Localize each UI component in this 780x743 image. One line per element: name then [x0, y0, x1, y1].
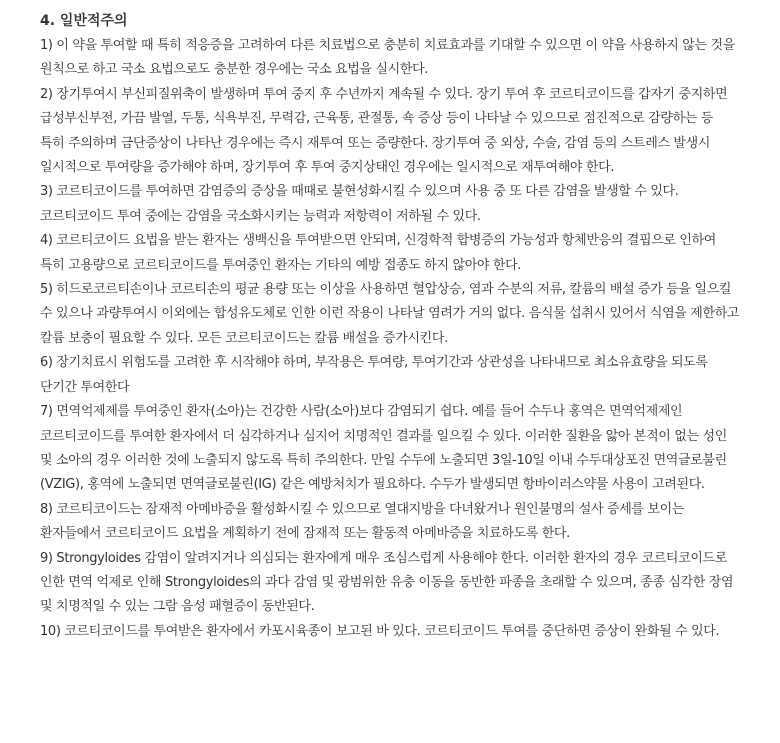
precaution-item-1: 1) 이 약을 투여할 때 특히 적응증을 고려하여 다른 치료법으로 충분히 치료효과를 기대할 수 있으면 이 약을 사용하지 않는 것을 원칙으로 하고 국소 요법으로도 충분한 경우에는 국소 요법을 실시한다. — [40, 38, 735, 78]
precaution-item-10: 10) 코르티코이드를 투여받은 환자에서 카포시육종이 보고된 바 있다. 코르티코이드 투여를 중단하면 증상이 완화될 수 있다. — [40, 623, 720, 639]
precaution-item-8: 8) 코르티코이드는 잠재적 아메바증을 활성화시킬 수 있으므로 열대지방을 다녀왔거나 원인불명의 설사 증세를 보이는 환자들에서 코르티코이드 요법을 계획하기 전에 잠재적 또는 활동적 아메바증을 치료하도록 한다. — [40, 501, 685, 542]
precaution-item-6: 6) 장기치료시 위험도를 고려한 후 시작해야 하며, 부작용은 투여량, 투여기간과 상관성을 나타내므로 최소유효량을 되도록 단기간 투여한다 — [40, 355, 708, 395]
precaution-item-2: 2) 장기투여시 부신피질위축이 발생하며 투여 중지 후 수년까지 계속될 수 있다. 장기 투여 후 코르티코이드를 갑자기 중지하면 급성부신부전, 가끔 발열, 두통, 식욕부진, 무력감, 근육통, 관절통, 쇽 증상 등이 나타날 수 있으므로 점진적으로 감량하는 등 특히 주의하며 금단증상이 나타난 경우에는 즉시 재투여 또는 증량한다. 장기투여 중 외상, 수술, 감염 등의 스트레스 발생시 일시적으로 투여량을 증가해야 하며, 장기투여 후 투여 중지상태인 경우에는 일시적으로 재투여해야 한다. — [40, 86, 728, 176]
precaution-item-4: 4) 코르티코이드 요법을 받는 환자는 생백신을 투여받으면 안되며, 신경학적 합병증의 가능성과 항체반응의 결핍으로 인하여 특히 고용량으로 코르티코이드를 투여중인 환자는 기타의 예방 접종도 하지 않아야 한다. — [40, 233, 716, 273]
precaution-item-9: 9) Strongyloides 감염이 알려지거나 의심되는 환자에게 매우 조심스럽게 사용해야 한다. 이러한 환자의 경우 코르티코이드로 인한 면역 억제로 인해 Strongyloides의 과다 감염 및 광범위한 유충 이동을 동반한 파종을 초래할 수 있으며, 종종 심각한 장염 및 치명적일 수 있는 그람 음성 패혈증이 동반된다. — [40, 550, 734, 615]
section-title: 4. 일반적주의 — [40, 13, 128, 29]
precaution-item-7: 7) 면역억제제를 투여중인 환자(소아)는 건강한 사람(소아)보다 감염되기 쉽다. 예를 들어 수두나 홍역은 면역억제제인 코르티코이드를 투여한 환자에서 더 심각하거나 심지어 치명적인 결과를 일으킬 수 있다. 이러한 질환을 앓아 본적이 없는 성인 및 소아의 경우 이러한 것에 노출되지 않도록 특히 주의한다. 만일 수두에 노출되면 3일-10일 이내 수두대상포진 면역글로불린(VZIG), 홍역에 노출되면 면역글로불린(IG) 같은 예방처치가 필요하다. 수두가 발생되면 항바이러스약물 사용이 고려된다. — [40, 404, 727, 493]
precaution-item-3: 3) 코르티코이드를 투여하면 감염증의 증상을 때때로 불현성화시킬 수 있으며 사용 중 또 다른 감염을 발생할 수 있다. 코르티코이드 투여 중에는 감염을 국소화시키는 능력과 저항력이 저하될 수 있다. — [40, 184, 679, 224]
precaution-item-5: 5) 히드로코르티손이나 코르티손의 평균 용량 또는 이상을 사용하면 혈압상승, 염과 수분의 저류, 칼륨의 배설 증가 등을 일으킬 수 있으나 과량투여시 이외에는 합성유도체로 인한 이런 작용이 나타날 염려가 거의 없다. 음식물 섭취시 있어서 식염을 제한하고 칼륨 보충이 필요할 수 있다. 모든 코르티코이드는 칼륨 배설을 증가시킨다. — [40, 282, 740, 346]
